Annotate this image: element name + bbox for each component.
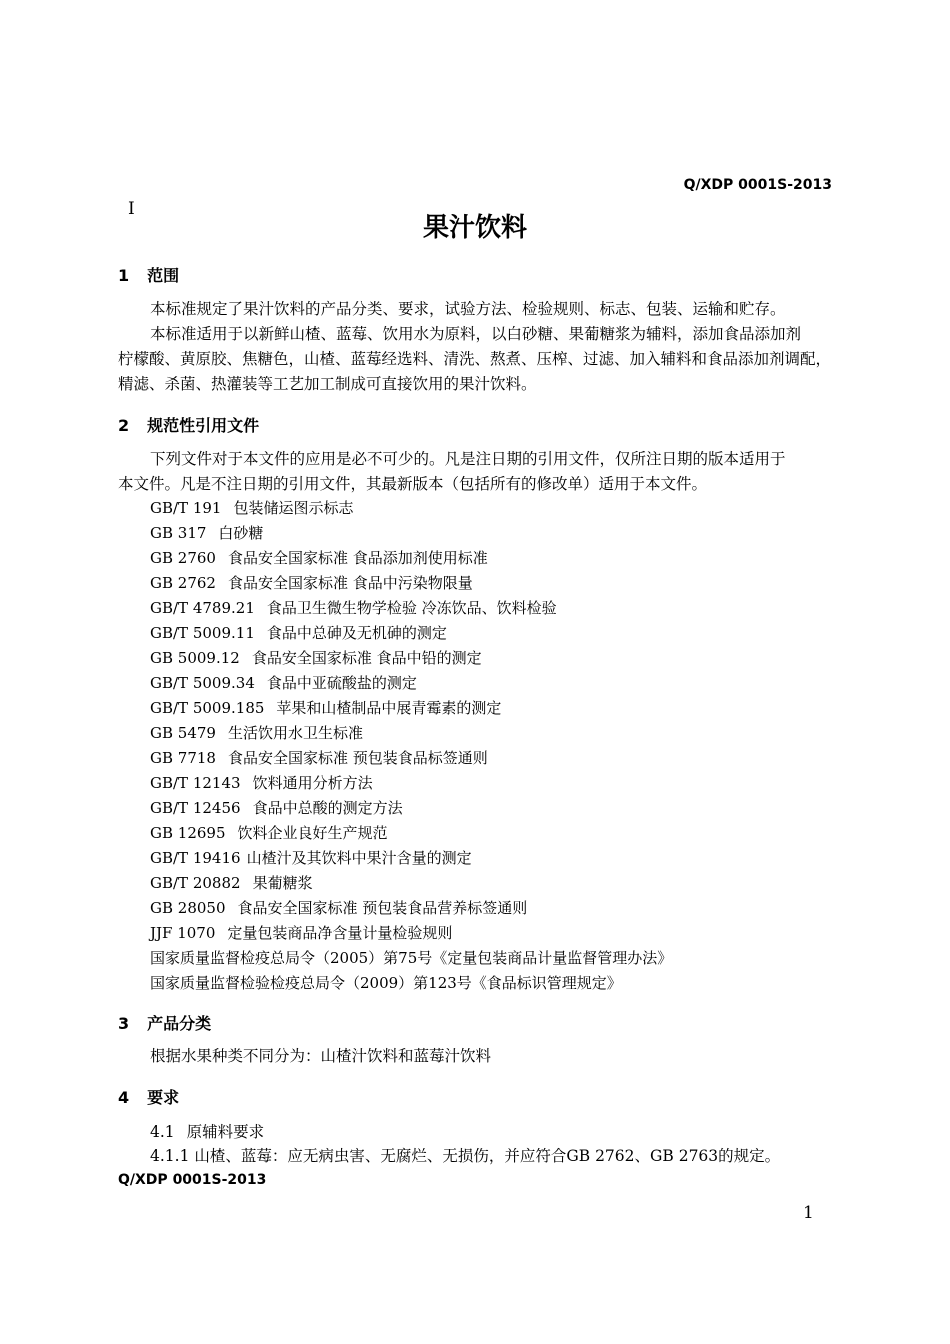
reference-title: 食品卫生微生物学检验 冷冻饮品、饮料检验	[266, 599, 557, 617]
reference-code: GB/T 20882	[150, 874, 241, 892]
page-number: 1	[803, 1203, 814, 1223]
reference-item	[150, 771, 672, 796]
reference-item	[150, 921, 672, 946]
subsection-title: 原辅料要求	[186, 1123, 265, 1141]
reference-title: 食品安全国家标准 食品中铅的测定	[251, 649, 482, 667]
reference-title: 生活饮用水卫生标准	[227, 724, 363, 742]
reference-item	[150, 896, 672, 921]
scope-paragraph-1: 本标准规定了果汁饮料的产品分类、要求，试验方法、检验规则、标志、包装、运输和贮存。	[150, 300, 786, 318]
reference-title: 食品安全国家标准 食品中污染物限量	[227, 574, 473, 592]
reference-title: 果葡糖浆	[252, 874, 313, 892]
footer-document-code: Q/XDP 0001S-2013	[118, 1172, 267, 1188]
reference-title: 山楂汁及其饮料中果汁含量的测定	[246, 849, 472, 867]
reference-code: GB/T 5009.185	[150, 699, 265, 717]
reference-title: 食品安全国家标准 食品添加剂使用标准	[227, 549, 488, 567]
section-title: 范围	[147, 266, 180, 285]
subsection-raw-materials	[150, 1120, 264, 1145]
reference-code: GB 2762	[150, 574, 216, 592]
scope-paragraph-2-line-2: 柠檬酸、黄原胶、焦糖色，山楂、蓝莓经选料、清洗、熬煮、压榨、过滤、加入辅料和食品添加剂调配，	[118, 350, 832, 368]
reference-code: GB/T 12143	[150, 774, 241, 792]
reference-code: GB 5009.12	[150, 649, 240, 667]
reference-item	[150, 721, 672, 746]
subsection-number: 4.1	[150, 1123, 175, 1141]
reference-title: 食品安全国家标准 预包装食品营养标签通则	[237, 899, 528, 917]
reference-title: 食品中总砷及无机砷的测定	[266, 624, 447, 642]
reference-title: 饮料企业良好生产规范	[237, 824, 388, 842]
normative-intro-line-2: 本文件。凡是不注日期的引用文件，其最新版本（包括所有的修改单）适用于本文件。	[118, 475, 708, 493]
section-title: 规范性引用文件	[147, 416, 260, 435]
reference-code: GB 28050	[150, 899, 226, 917]
section-number: 4	[118, 1088, 130, 1107]
document-title: 果汁饮料	[422, 213, 527, 243]
reference-decree-2005: 国家质量监督检疫总局令（2005）第75号《定量包装商品计量监督管理办法》	[150, 949, 673, 967]
reference-code: GB/T 191	[150, 499, 222, 517]
reference-code: GB/T 5009.34	[150, 674, 255, 692]
section-number: 1	[118, 266, 130, 285]
margin-mark: I	[128, 199, 135, 219]
reference-list	[150, 496, 672, 996]
reference-code: GB/T 4789.21	[150, 599, 255, 617]
reference-code: GB 2760	[150, 549, 216, 567]
reference-code: GB 12695	[150, 824, 226, 842]
section-heading-scope	[118, 263, 179, 286]
reference-title: 食品中总酸的测定方法	[252, 799, 403, 817]
reference-code: GB/T 19416	[150, 849, 241, 867]
reference-item	[150, 571, 672, 596]
section-number: 3	[118, 1014, 130, 1033]
section-title: 产品分类	[147, 1014, 212, 1033]
reference-item	[150, 821, 672, 846]
section-heading-normative-references	[118, 413, 259, 436]
reference-code: GB 317	[150, 524, 207, 542]
scope-paragraph-2-line-3: 精滤、杀菌、热灌装等工艺加工制成可直接饮用的果汁饮料。	[118, 375, 537, 393]
reference-title: 苹果和山楂制品中展青霉素的测定	[276, 699, 502, 717]
section-number: 2	[118, 416, 130, 435]
reference-code: JJF 1070	[150, 924, 216, 942]
section-heading-classification	[118, 1011, 211, 1034]
reference-decree-2009: 国家质量监督检验检疫总局令（2009）第123号《食品标识管理规定》	[150, 974, 622, 992]
reference-title: 包装储运图示标志	[233, 499, 354, 517]
reference-code: GB/T 5009.11	[150, 624, 255, 642]
reference-title: 食品安全国家标准 预包装食品标签通则	[227, 749, 488, 767]
reference-code: GB 5479	[150, 724, 216, 742]
reference-title: 白砂糖	[218, 524, 264, 542]
reference-item	[150, 596, 672, 621]
reference-item	[150, 621, 672, 646]
reference-item	[150, 746, 672, 771]
requirement-item-4-1-1: 4.1.1 山楂、蓝莓：应无病虫害、无腐烂、无损伤，并应符合GB 2762、GB 2763的规定。	[150, 1147, 781, 1165]
reference-code: GB/T 12456	[150, 799, 241, 817]
reference-item	[150, 796, 672, 821]
reference-item	[150, 696, 672, 721]
section-heading-requirements	[118, 1085, 179, 1108]
reference-item	[150, 496, 672, 521]
section-title: 要求	[147, 1088, 180, 1107]
reference-code: GB 7718	[150, 749, 216, 767]
reference-item	[150, 646, 672, 671]
reference-item	[150, 846, 672, 871]
reference-item	[150, 671, 672, 696]
normative-intro-line-1: 下列文件对于本文件的应用是必不可少的。凡是注日期的引用文件，仅所注日期的版本适用于	[150, 450, 786, 468]
reference-title: 食品中亚硫酸盐的测定	[266, 674, 417, 692]
reference-item	[150, 546, 672, 571]
reference-title: 饮料通用分析方法	[252, 774, 373, 792]
reference-title: 定量包装商品净含量计量检验规则	[227, 924, 453, 942]
reference-item	[150, 521, 672, 546]
scope-paragraph-2-line-1: 本标准适用于以新鲜山楂、蓝莓、饮用水为原料，以白砂糖、果葡糖浆为辅料，添加食品添加剂	[150, 325, 802, 343]
reference-item	[150, 871, 672, 896]
header-document-code: Q/XDP 0001S-2013	[683, 177, 832, 193]
classification-text: 根据水果种类不同分为：山楂汁饮料和蓝莓汁饮料	[150, 1047, 492, 1065]
